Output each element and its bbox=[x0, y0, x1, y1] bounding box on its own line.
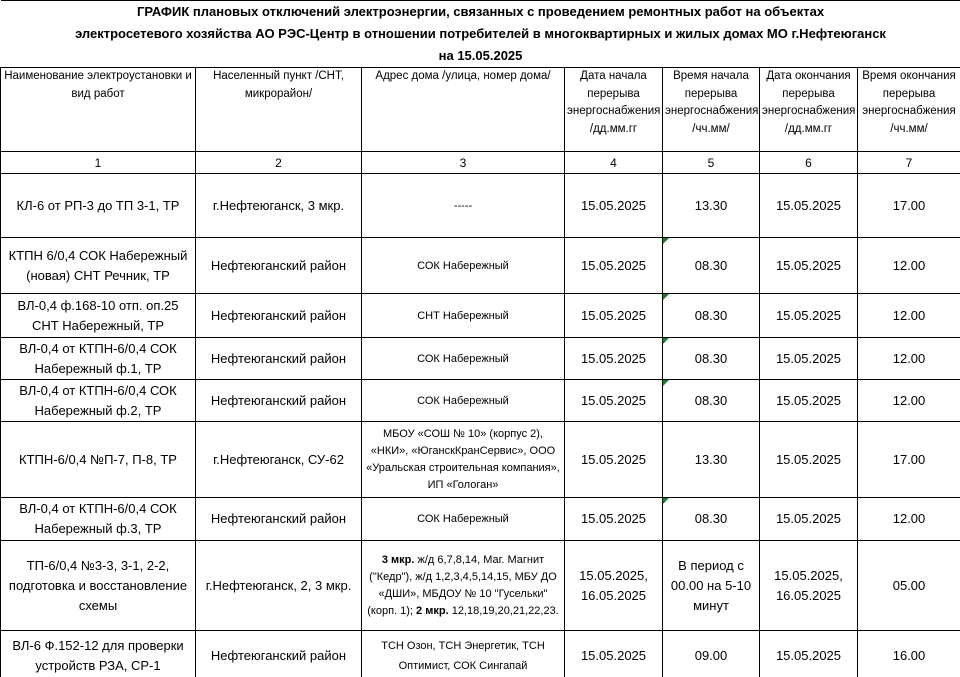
object-cell: КТПН 6/0,4 СОК Набережный (новая) СНТ Речник, ТР bbox=[1, 238, 196, 294]
table-row bbox=[1, 380, 960, 422]
end-date-cell: 15.05.2025 bbox=[760, 294, 858, 338]
column-number: 3 bbox=[362, 152, 565, 174]
address-cell: ТСН Озон, ТСН Энергетик, ТСН Оптимист, СОК Сингапай bbox=[362, 631, 565, 677]
start-time-cell: 13.30 bbox=[663, 174, 760, 238]
start-date-cell: 15.05.2025 bbox=[565, 380, 663, 422]
end-time-cell: 12.00 bbox=[858, 238, 960, 294]
locality-cell: Нефтеюганский район bbox=[196, 238, 362, 294]
header-locality: Населенный пункт /СНТ, микрорайон/ bbox=[196, 68, 362, 152]
header-start-time: Время начала перерыва энергоснабжения /чч.мм/ bbox=[663, 68, 760, 152]
object-cell: ВЛ-0,4 ф.168-10 отп. оп.25 СНТ Набережный, ТР bbox=[1, 294, 196, 338]
end-date-cell: 15.05.2025 bbox=[760, 338, 858, 380]
address-text: 12,18,19,20,21,22,23. bbox=[448, 604, 559, 617]
column-number: 2 bbox=[196, 152, 362, 174]
end-time-cell: 16.00 bbox=[858, 631, 960, 677]
start-date-cell: 15.05.2025 bbox=[565, 631, 663, 677]
end-time-cell: 12.00 bbox=[858, 338, 960, 380]
start-date-cell: 15.05.2025 bbox=[565, 338, 663, 380]
table-row bbox=[1, 294, 960, 338]
object-cell: ТП-6/0,4 №3-3, 3-1, 2-2, подготовка и восстановление схемы bbox=[1, 541, 196, 631]
locality-cell: Нефтеюганский район bbox=[196, 294, 362, 338]
title-line-3: на 15.05.2025 bbox=[1, 45, 960, 68]
locality-cell: Нефтеюганский район bbox=[196, 631, 362, 677]
column-number: 5 bbox=[663, 152, 760, 174]
locality-cell: г.Нефтеюганск, СУ-62 bbox=[196, 422, 362, 498]
start-date-cell: 15.05.2025 bbox=[565, 174, 663, 238]
address-district-label: 2 мкр. bbox=[416, 604, 449, 617]
title-line-1: ГРАФИК плановых отключений электроэнергии, связанных с проведением ремонтных работ на объектах bbox=[1, 1, 960, 24]
start-date-cell: 15.05.2025, 16.05.2025 bbox=[565, 541, 663, 631]
address-cell bbox=[362, 541, 565, 631]
end-date-cell: 15.05.2025, 16.05.2025 bbox=[760, 541, 858, 631]
start-time-cell: 08.30 bbox=[663, 380, 760, 422]
table-row bbox=[1, 422, 960, 498]
title-line-2: электросетевого хозяйства АО РЭС-Центр в отношении потребителей в многоквартирных и жилых домах МО г.Нефтеюганск bbox=[75, 26, 886, 41]
table-row bbox=[1, 238, 960, 294]
start-time-cell: 09.00 bbox=[663, 631, 760, 677]
address-cell: СНТ Набережный bbox=[362, 294, 565, 338]
address-cell: СОК Набережный bbox=[362, 238, 565, 294]
end-time-cell: 05.00 bbox=[858, 541, 960, 631]
end-time-cell: 12.00 bbox=[858, 294, 960, 338]
locality-cell: Нефтеюганский район bbox=[196, 338, 362, 380]
object-cell: ВЛ-0,4 от КТПН-6/0,4 СОК Набережный ф.2, ТР bbox=[1, 380, 196, 422]
end-time-cell: 12.00 bbox=[858, 498, 960, 541]
table-row bbox=[1, 498, 960, 541]
table-row bbox=[1, 631, 960, 677]
address-cell: ----- bbox=[362, 174, 565, 238]
locality-cell: г.Нефтеюганск, 2, 3 мкр. bbox=[196, 541, 362, 631]
header-row bbox=[1, 68, 960, 152]
start-time-cell: 08.30 bbox=[663, 338, 760, 380]
object-cell: ВЛ-6 Ф.152-12 для проверки устройств РЗА, СР-1 bbox=[1, 631, 196, 677]
start-date-cell: 15.05.2025 bbox=[565, 294, 663, 338]
end-date-cell: 15.05.2025 bbox=[760, 422, 858, 498]
column-number: 7 bbox=[858, 152, 960, 174]
object-cell: ВЛ-0,4 от КТПН-6/0,4 СОК Набережный ф.1, ТР bbox=[1, 338, 196, 380]
locality-cell: г.Нефтеюганск, 3 мкр. bbox=[196, 174, 362, 238]
table-row bbox=[1, 338, 960, 380]
locality-cell: Нефтеюганский район bbox=[196, 380, 362, 422]
header-end-time: Время окончания перерыва энергоснабжения /чч.мм/ bbox=[858, 68, 960, 152]
address-cell: СОК Набережный bbox=[362, 498, 565, 541]
start-time-cell: 13.30 bbox=[663, 422, 760, 498]
object-cell: КЛ-6 от РП-3 до ТП 3-1, ТР bbox=[1, 174, 196, 238]
address-cell: СОК Набережный bbox=[362, 380, 565, 422]
column-number: 6 bbox=[760, 152, 858, 174]
locality-cell: Нефтеюганский район bbox=[196, 498, 362, 541]
end-date-cell: 15.05.2025 bbox=[760, 238, 858, 294]
object-cell: ВЛ-0,4 от КТПН-6/0,4 СОК Набережный ф.3, ТР bbox=[1, 498, 196, 541]
start-time-cell: 08.30 bbox=[663, 294, 760, 338]
end-date-cell: 15.05.2025 bbox=[760, 174, 858, 238]
end-date-cell: 15.05.2025 bbox=[760, 380, 858, 422]
start-date-cell: 15.05.2025 bbox=[565, 238, 663, 294]
column-number-row bbox=[1, 152, 960, 174]
header-object: Наименование электроустановки и вид работ bbox=[1, 68, 196, 152]
table-row bbox=[1, 541, 960, 631]
start-date-cell: 15.05.2025 bbox=[565, 422, 663, 498]
start-time-cell: 08.30 bbox=[663, 498, 760, 541]
header-end-date: Дата окончания перерыва энергоснабжения /дд.мм.гг bbox=[760, 68, 858, 152]
start-time-cell: В период с 00.00 на 5-10 минут bbox=[663, 541, 760, 631]
end-date-cell: 15.05.2025 bbox=[760, 631, 858, 677]
column-number: 1 bbox=[1, 152, 196, 174]
address-text: ж/д 6,7,8,14, Маг. Магнит ("Кедр"), ж/д 1,2,3,4,5,14,15, МБУ ДО «ДШИ», МБДОУ № 10 "Гусельки" (корп. 1); bbox=[367, 553, 557, 617]
header-start-date: Дата начала перерыва энергоснабжения /дд.мм.гг bbox=[565, 68, 663, 152]
address-cell: СОК Набережный bbox=[362, 338, 565, 380]
end-time-cell: 17.00 bbox=[858, 174, 960, 238]
end-time-cell: 12.00 bbox=[858, 380, 960, 422]
object-cell: КТПН-6/0,4 №П-7, П-8, ТР bbox=[1, 422, 196, 498]
start-date-cell: 15.05.2025 bbox=[565, 498, 663, 541]
header-address: Адрес дома /улица, номер дома/ bbox=[362, 68, 565, 152]
end-date-cell: 15.05.2025 bbox=[760, 498, 858, 541]
end-time-cell: 17.00 bbox=[858, 422, 960, 498]
table-row bbox=[1, 174, 960, 238]
address-cell: МБОУ «СОШ № 10» (корпус 2), «НКИ», «ЮганскКранСервис», ООО «Уральская строительная компания», ИП «Гологан» bbox=[362, 422, 565, 498]
start-time-cell: 08.30 bbox=[663, 238, 760, 294]
column-number: 4 bbox=[565, 152, 663, 174]
address-district-label: 3 мкр. bbox=[381, 553, 415, 566]
